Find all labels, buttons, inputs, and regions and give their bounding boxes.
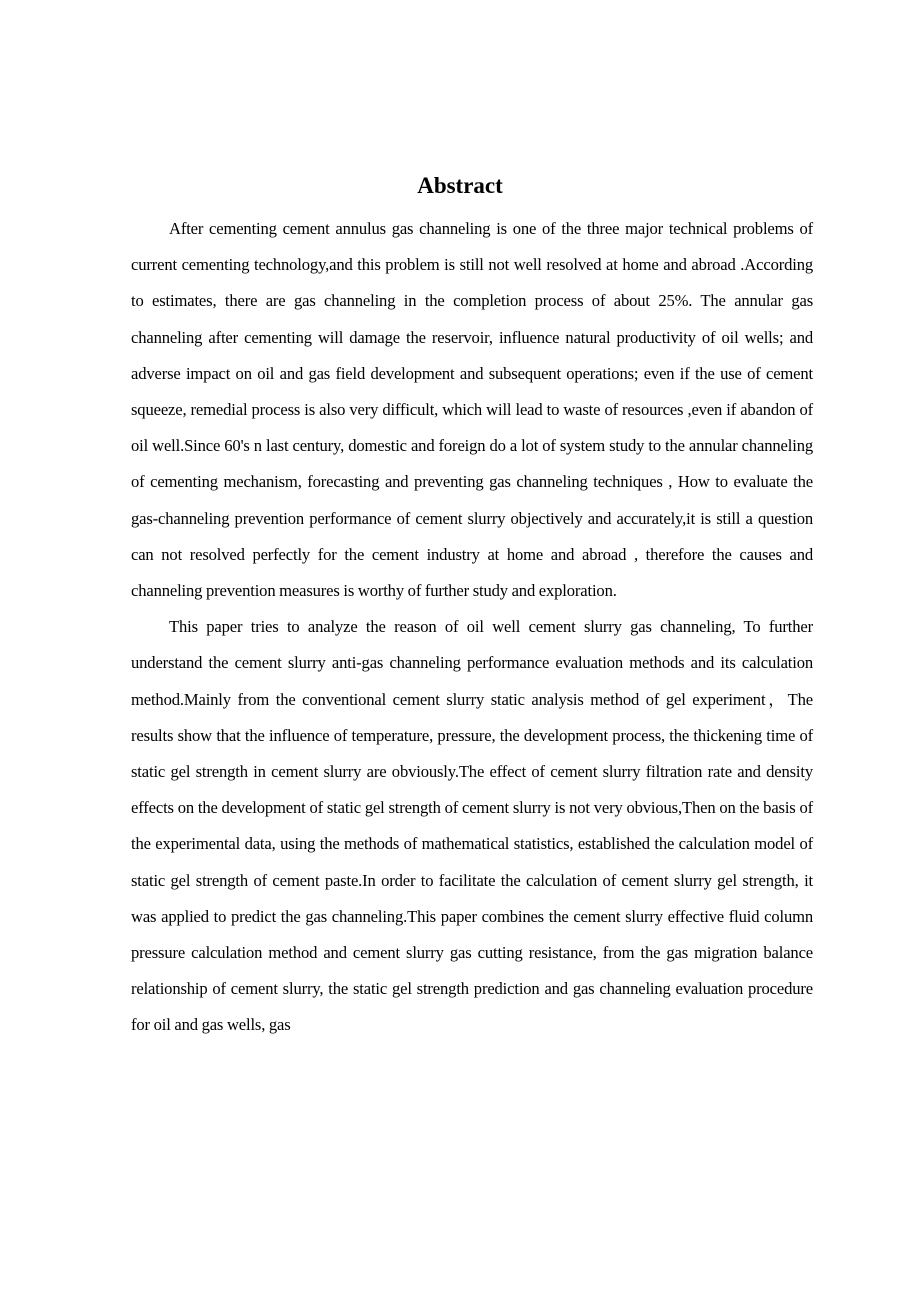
abstract-paragraph-2: This paper tries to analyze the reason of oil well cement slurry gas channeling, To further understand the cement slurry anti-gas channeling performance evaluation methods and its calculation method.Mainly from the conventional cement slurry static analysis method of gel experiment，The results show that the influence of temperature, pressure, the development process, the thickening time of static gel strength in cement slurry are obviously.The effect of cement slurry filtration rate and density effects on the development of static gel strength of cement slurry is not very obvious,Then on the basis of the experimental data, using the methods of mathematical statistics, established the calculation model of static gel strength of cement paste.In order to facilitate the calculation of cement slurry gel strength, it was applied to predict the gas channeling.This paper combines the cement slurry effective fluid column pressure calculation method and cement slurry gas cutting resistance, from the gas migration balance relationship of cement slurry, the static gel strength prediction and gas channeling evaluation procedure for oil and gas wells, gas	[131, 617, 813, 1035]
abstract-body	[131, 211, 813, 1044]
abstract-title: Abstract	[417, 173, 503, 198]
abstract-paragraph-1: After cementing cement annulus gas channeling is one of the three major technical problems of current cementing technology,and this problem is still not well resolved at home and abroad .According to estimates, there are gas channeling in the completion process of about 25%. The annular gas channeling after cementing will damage the reservoir, influence natural productivity of oil wells; and adverse impact on oil and gas field development and subsequent operations; even if the use of cement squeeze, remedial process is also very difficult, which will lead to waste of resources ,even if abandon of oil well.Since 60's n last century, domestic and foreign do a lot of system study to the annular channeling of cementing mechanism, forecasting and preventing gas channeling techniques , How to evaluate the gas-channeling prevention performance of cement slurry objectively and accurately,it is still a question can not resolved perfectly for the cement industry at home and abroad , therefore the causes and channeling prevention measures is worthy of further study and exploration.	[131, 219, 813, 601]
